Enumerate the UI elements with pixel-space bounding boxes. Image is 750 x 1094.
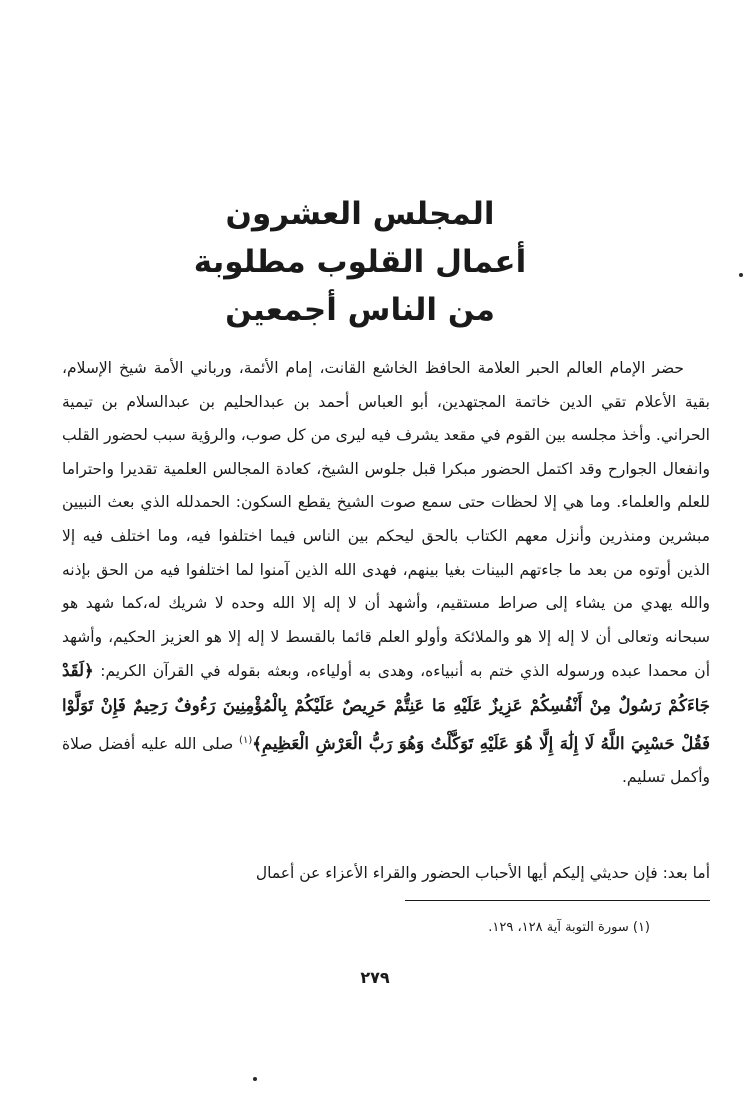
footnote-divider xyxy=(405,900,710,901)
body-paragraph xyxy=(62,352,710,795)
title-line-2: أعمال القلوب مطلوبة xyxy=(193,244,527,280)
intro-text: حضر الإمام العالم الحبر العلامة الحافظ الخاشع القانت، إمام الأئمة، ورباني الأمة شيخ الإسلام، بقية الأعلام تقي الدين خاتمة المجتهدين، أبو العباس أحمد بن عبدالحليم بن عبدالسلام بن تيمية الحراني. وأخذ مجلسه بين القوم في مقعد يشرف فيه ليرى من كل صوب، والرؤية سبب لحضور القلب وانفعال الجوارح وقد اكتمل الحضور مبكرا قبل جلوس الشيخ، كعادة المجالس العلمية تقديرا واحتراما للعلم والعلماء. وما هي إلا لحظات حتى سمع صوت الشيخ يقطع السكون: الحمدلله الذي بعث النبيين مبشرين ومنذرين وأنزل معهم الكتاب بالحق ليحكم بين الناس فيما اختلفوا فيه، وما اختلف فيه إلا الذين أوتوه من بعد ما جاءتهم البينات بغيا بينهم، فهدى الله الذين آمنوا لما اختلفوا فيه من الحق بإذنه والله يهدي من يشاء إلى صراط مستقيم، وأشهد أن لا إله إلا الله وحده لا شريك له،كما شهد هو سبحانه وتعالى أن لا إله إلا هو والملائكة وأولو العلم قائما بالقسط لا إله إلا هو العزيز الحكيم، وأشهد أن محمدا عبده ورسوله الذي ختم به أنبياءه، وهدى به أولياءه، وبعثه بقوله في القرآن الكريم: xyxy=(62,359,710,681)
title-line-1: المجلس العشرون xyxy=(225,196,495,232)
scan-speck xyxy=(253,1077,257,1081)
footnote: (١) سورة التوبة آية ١٢٨، ١٢٩. xyxy=(488,920,650,935)
closing-prayer: صلى الله عليه أفضل صلاة وأكمل تسليم. xyxy=(62,734,710,787)
title-line-3: من الناس أجمعين xyxy=(225,292,495,328)
paragraph-content xyxy=(62,352,710,795)
closing-line: أما بعد: فإن حديثي إليكم أيها الأحباب الحضور والقراء الأعزاء عن أعمال xyxy=(255,864,710,882)
quran-verse: ﴿لَقَدْ جَاءَكُمْ رَسُولٌ مِنْ أَنْفُسِكُمْ عَزِيزٌ عَلَيْهِ مَا عَنِتُّمْ حَرِيصٌ عَلَيْكُمْ بِالْمُؤْمِنِينَ رَءُوفٌ رَحِيمٌ فَإِنْ تَوَلَّوْا فَقُلْ حَسْبِيَ اللَّهُ لَا إِلَٰهَ إِلَّا هُوَ عَلَيْهِ تَوَكَّلْتُ وَهُوَ رَبُّ الْعَرْشِ الْعَظِيمِ﴾ xyxy=(62,661,710,753)
page-number: ٢٧٩ xyxy=(360,968,390,987)
footnote-reference: (١) xyxy=(239,734,253,746)
scan-speck xyxy=(739,273,743,277)
chapter-title xyxy=(120,190,600,334)
